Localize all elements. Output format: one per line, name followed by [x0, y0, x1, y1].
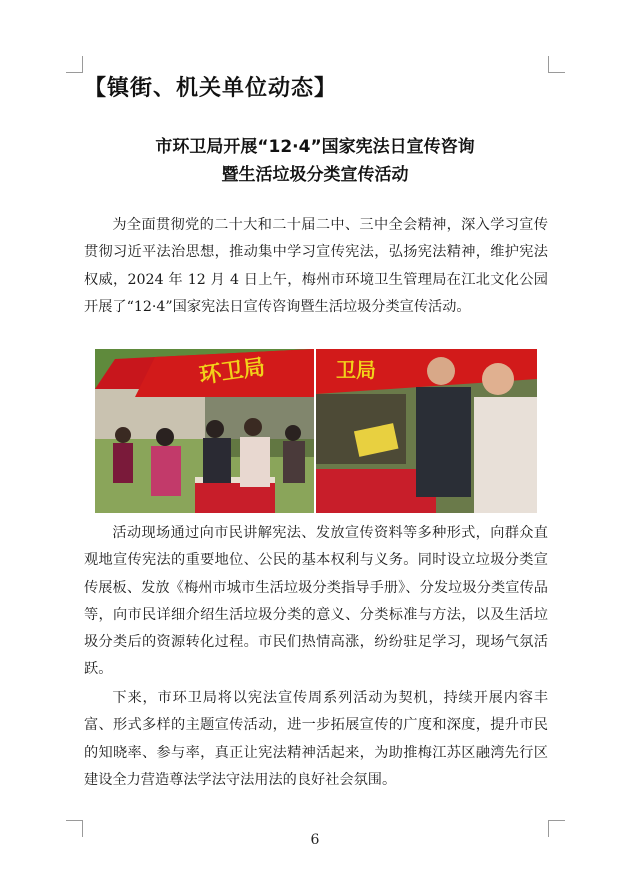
- event-photo-left: [95, 349, 314, 513]
- article-paragraph-2: 活动现场通过向市民讲解宪法、发放宣传资料等多种形式，向群众直观地宣传宪法的重要地位、公民的基本权利与义务。同时设立垃圾分类宣传展板、发放《梅州市城市生活垃圾分类指导手册》、分发垃圾分类宣传品等，向市民详细介绍生活垃圾分类的意义、分类标准与方法，以及生活垃圾分类后的资源转化过程。市民们热情高涨，纷纷驻足学习，现场气氛活跃。: [84, 525, 548, 678]
- article-title-line1: 市环卫局开展“12·4”国家宪法日宣传咨询: [155, 137, 475, 157]
- crop-mark-top-right: [548, 56, 565, 73]
- article-paragraph-3: 下来，市环卫局将以宪法宣传周系列活动为契机，持续开展内容丰富、形式多样的主题宣传活动，进一步拓展宣传的广度和深度，提升市民的知晓率、参与率，真正让宪法精神活起来，为助推梅江苏区融湾先行区建设全力营造尊法学法守法用法的良好社会氛围。: [84, 690, 548, 788]
- event-photo-right: [316, 349, 537, 513]
- section-header: 【镇街、机关单位动态】: [84, 76, 338, 101]
- right-tent-text: 卫局: [336, 358, 376, 382]
- event-photo-right-image: [316, 349, 537, 513]
- event-photo-left-image: [95, 349, 314, 513]
- crop-mark-top-left: [66, 56, 83, 73]
- left-tent-text: 环卫局: [197, 354, 267, 389]
- article-paragraph-1: 为全面贯彻党的二十大和二十届二中、三中全会精神，深入学习宣传贯彻习近平法治思想，推动集中学习宣传宪法，弘扬宪法精神，维护宪法权威，2024 年 12 月 4 日上午，梅州市环境卫生管理局在江北文化公园开展了“12·4”国家宪法日宣传咨询暨生活垃圾分类宣传活动。: [84, 217, 548, 315]
- page-number: 6: [310, 832, 320, 848]
- article-title-line2: 暨生活垃圾分类宣传活动: [221, 165, 409, 185]
